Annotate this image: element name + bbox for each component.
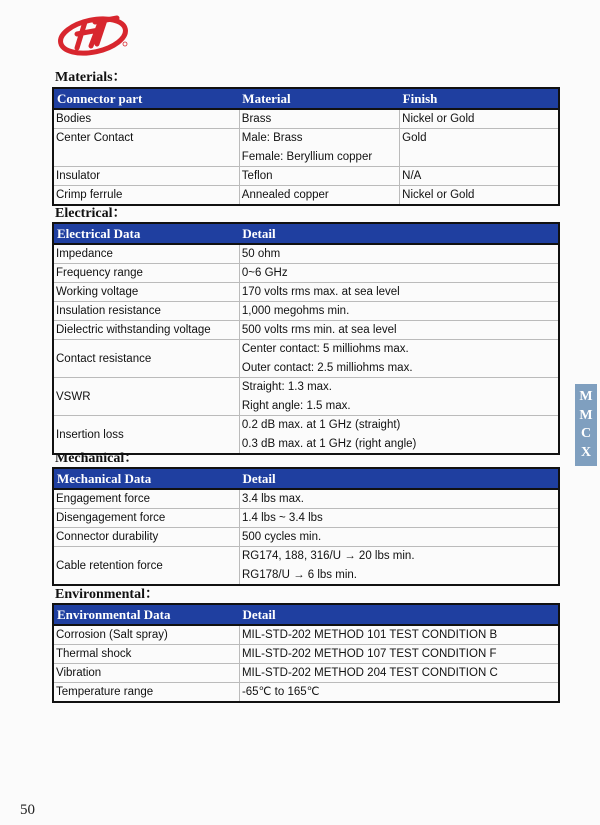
table-row: [53, 547, 559, 586]
table-row: [53, 264, 559, 283]
label-cell: Insulation resistance: [53, 302, 239, 321]
label-cell: Temperature range: [53, 683, 239, 703]
material-line: Female: Beryllium copper: [241, 150, 373, 163]
side-tab-letter: C: [580, 426, 592, 442]
label-cell: Connector durability: [53, 528, 239, 547]
environmental-table: [52, 603, 560, 703]
side-tab-letter: M: [579, 389, 593, 405]
column-header: Mechanical Data: [53, 468, 239, 489]
table-row: [53, 302, 559, 321]
table-row: [53, 664, 559, 683]
column-header: Environmental Data: [53, 604, 239, 625]
detail-cell: 1,000 megohms min.: [239, 302, 559, 321]
detail-cell: 50 ohm: [239, 244, 559, 264]
table-row: [53, 321, 559, 340]
column-header: Electrical Data: [53, 223, 239, 244]
part-cell: Crimp ferrule: [53, 186, 239, 206]
detail-cell: 500 cycles min.: [239, 528, 559, 547]
material-line: Male: Brass: [241, 132, 303, 144]
table-row: [53, 489, 559, 509]
table-row: [53, 645, 559, 664]
column-header: Connector part: [53, 88, 239, 109]
table-row: [53, 528, 559, 547]
label-cell: VSWR: [53, 378, 239, 416]
label-cell: Working voltage: [53, 283, 239, 302]
detail-line: Straight: 1.3 max.: [241, 381, 332, 393]
table-row: [53, 109, 559, 129]
label-cell: Cable retention force: [53, 547, 239, 586]
label-cell: Contact resistance: [53, 340, 239, 378]
label-cell: Corrosion (Salt spray): [53, 625, 239, 645]
column-header: Detail: [239, 468, 559, 489]
side-tab-letter: M: [579, 407, 593, 423]
finish-cell: N/A: [400, 167, 559, 186]
mechanical-heading: Mechanical：: [55, 451, 139, 466]
column-header: Detail: [239, 604, 559, 625]
detail-cell: 170 volts rms max. at sea level: [239, 283, 559, 302]
material-cell: Teflon: [239, 167, 399, 186]
finish-cell: Nickel or Gold: [400, 109, 559, 129]
table-row: [53, 340, 559, 378]
table-row: [53, 167, 559, 186]
part-cell: Bodies: [53, 109, 239, 129]
finish-cell: Nickel or Gold: [400, 186, 559, 206]
detail-cell: 1.4 lbs ~ 3.4 lbs: [239, 509, 559, 528]
material-cell: [239, 129, 399, 167]
detail-line: Outer contact: 2.5 milliohms max.: [241, 361, 413, 374]
table-row: [53, 244, 559, 264]
side-tab-letter: X: [580, 444, 592, 460]
detail-cell: [239, 340, 559, 378]
label-cell: Engagement force: [53, 489, 239, 509]
table-row: [53, 625, 559, 645]
column-header: Material: [239, 88, 399, 109]
finish-cell: Gold: [400, 129, 559, 167]
table-row: [53, 283, 559, 302]
electrical-heading: Electrical：: [55, 206, 127, 221]
part-cell: Center Contact: [53, 129, 239, 167]
label-cell: Thermal shock: [53, 645, 239, 664]
detail-line: 0.2 dB max. at 1 GHz (straight): [241, 419, 401, 431]
label-cell: Disengagement force: [53, 509, 239, 528]
detail-cell: MIL-STD-202 METHOD 101 TEST CONDITION B: [239, 625, 559, 645]
table-row: [53, 378, 559, 416]
materials-heading: Materials：: [55, 70, 127, 85]
label-cell: Impedance: [53, 244, 239, 264]
material-cell: Annealed copper: [239, 186, 399, 206]
section-side-tab: [575, 384, 597, 466]
column-header: Finish: [400, 88, 559, 109]
table-row: [53, 129, 559, 167]
column-header: Detail: [239, 223, 559, 244]
table-row: [53, 509, 559, 528]
material-cell: Brass: [239, 109, 399, 129]
electrical-table: [52, 222, 560, 455]
part-cell: Insulator: [53, 167, 239, 186]
detail-cell: 500 volts rms min. at sea level: [239, 321, 559, 340]
mechanical-table: [52, 467, 560, 586]
detail-cell: MIL-STD-202 METHOD 204 TEST CONDITION C: [239, 664, 559, 683]
table-row: [53, 683, 559, 703]
table-row: [53, 186, 559, 206]
label-cell: Dielectric withstanding voltage: [53, 321, 239, 340]
detail-line: Right angle: 1.5 max.: [241, 399, 351, 412]
detail-line: Center contact: 5 milliohms max.: [241, 343, 409, 355]
detail-line: RG178/U → 6 lbs min.: [241, 568, 357, 581]
company-logo: [55, 12, 135, 56]
detail-cell: [239, 416, 559, 455]
label-cell: Vibration: [53, 664, 239, 683]
detail-line: 0.3 dB max. at 1 GHz (right angle): [241, 437, 417, 450]
detail-cell: 0~6 GHz: [239, 264, 559, 283]
environmental-heading: Environmental：: [55, 587, 159, 602]
page-number: 50: [20, 802, 35, 818]
label-cell: Frequency range: [53, 264, 239, 283]
label-cell: Insertion loss: [53, 416, 239, 455]
detail-line: RG174, 188, 316/U → 20 lbs min.: [241, 550, 415, 562]
detail-cell: [239, 547, 559, 586]
detail-cell: -65℃ to 165℃: [239, 683, 559, 703]
detail-cell: MIL-STD-202 METHOD 107 TEST CONDITION F: [239, 645, 559, 664]
detail-cell: 3.4 lbs max.: [239, 489, 559, 509]
detail-cell: [239, 378, 559, 416]
materials-table: [52, 87, 560, 206]
